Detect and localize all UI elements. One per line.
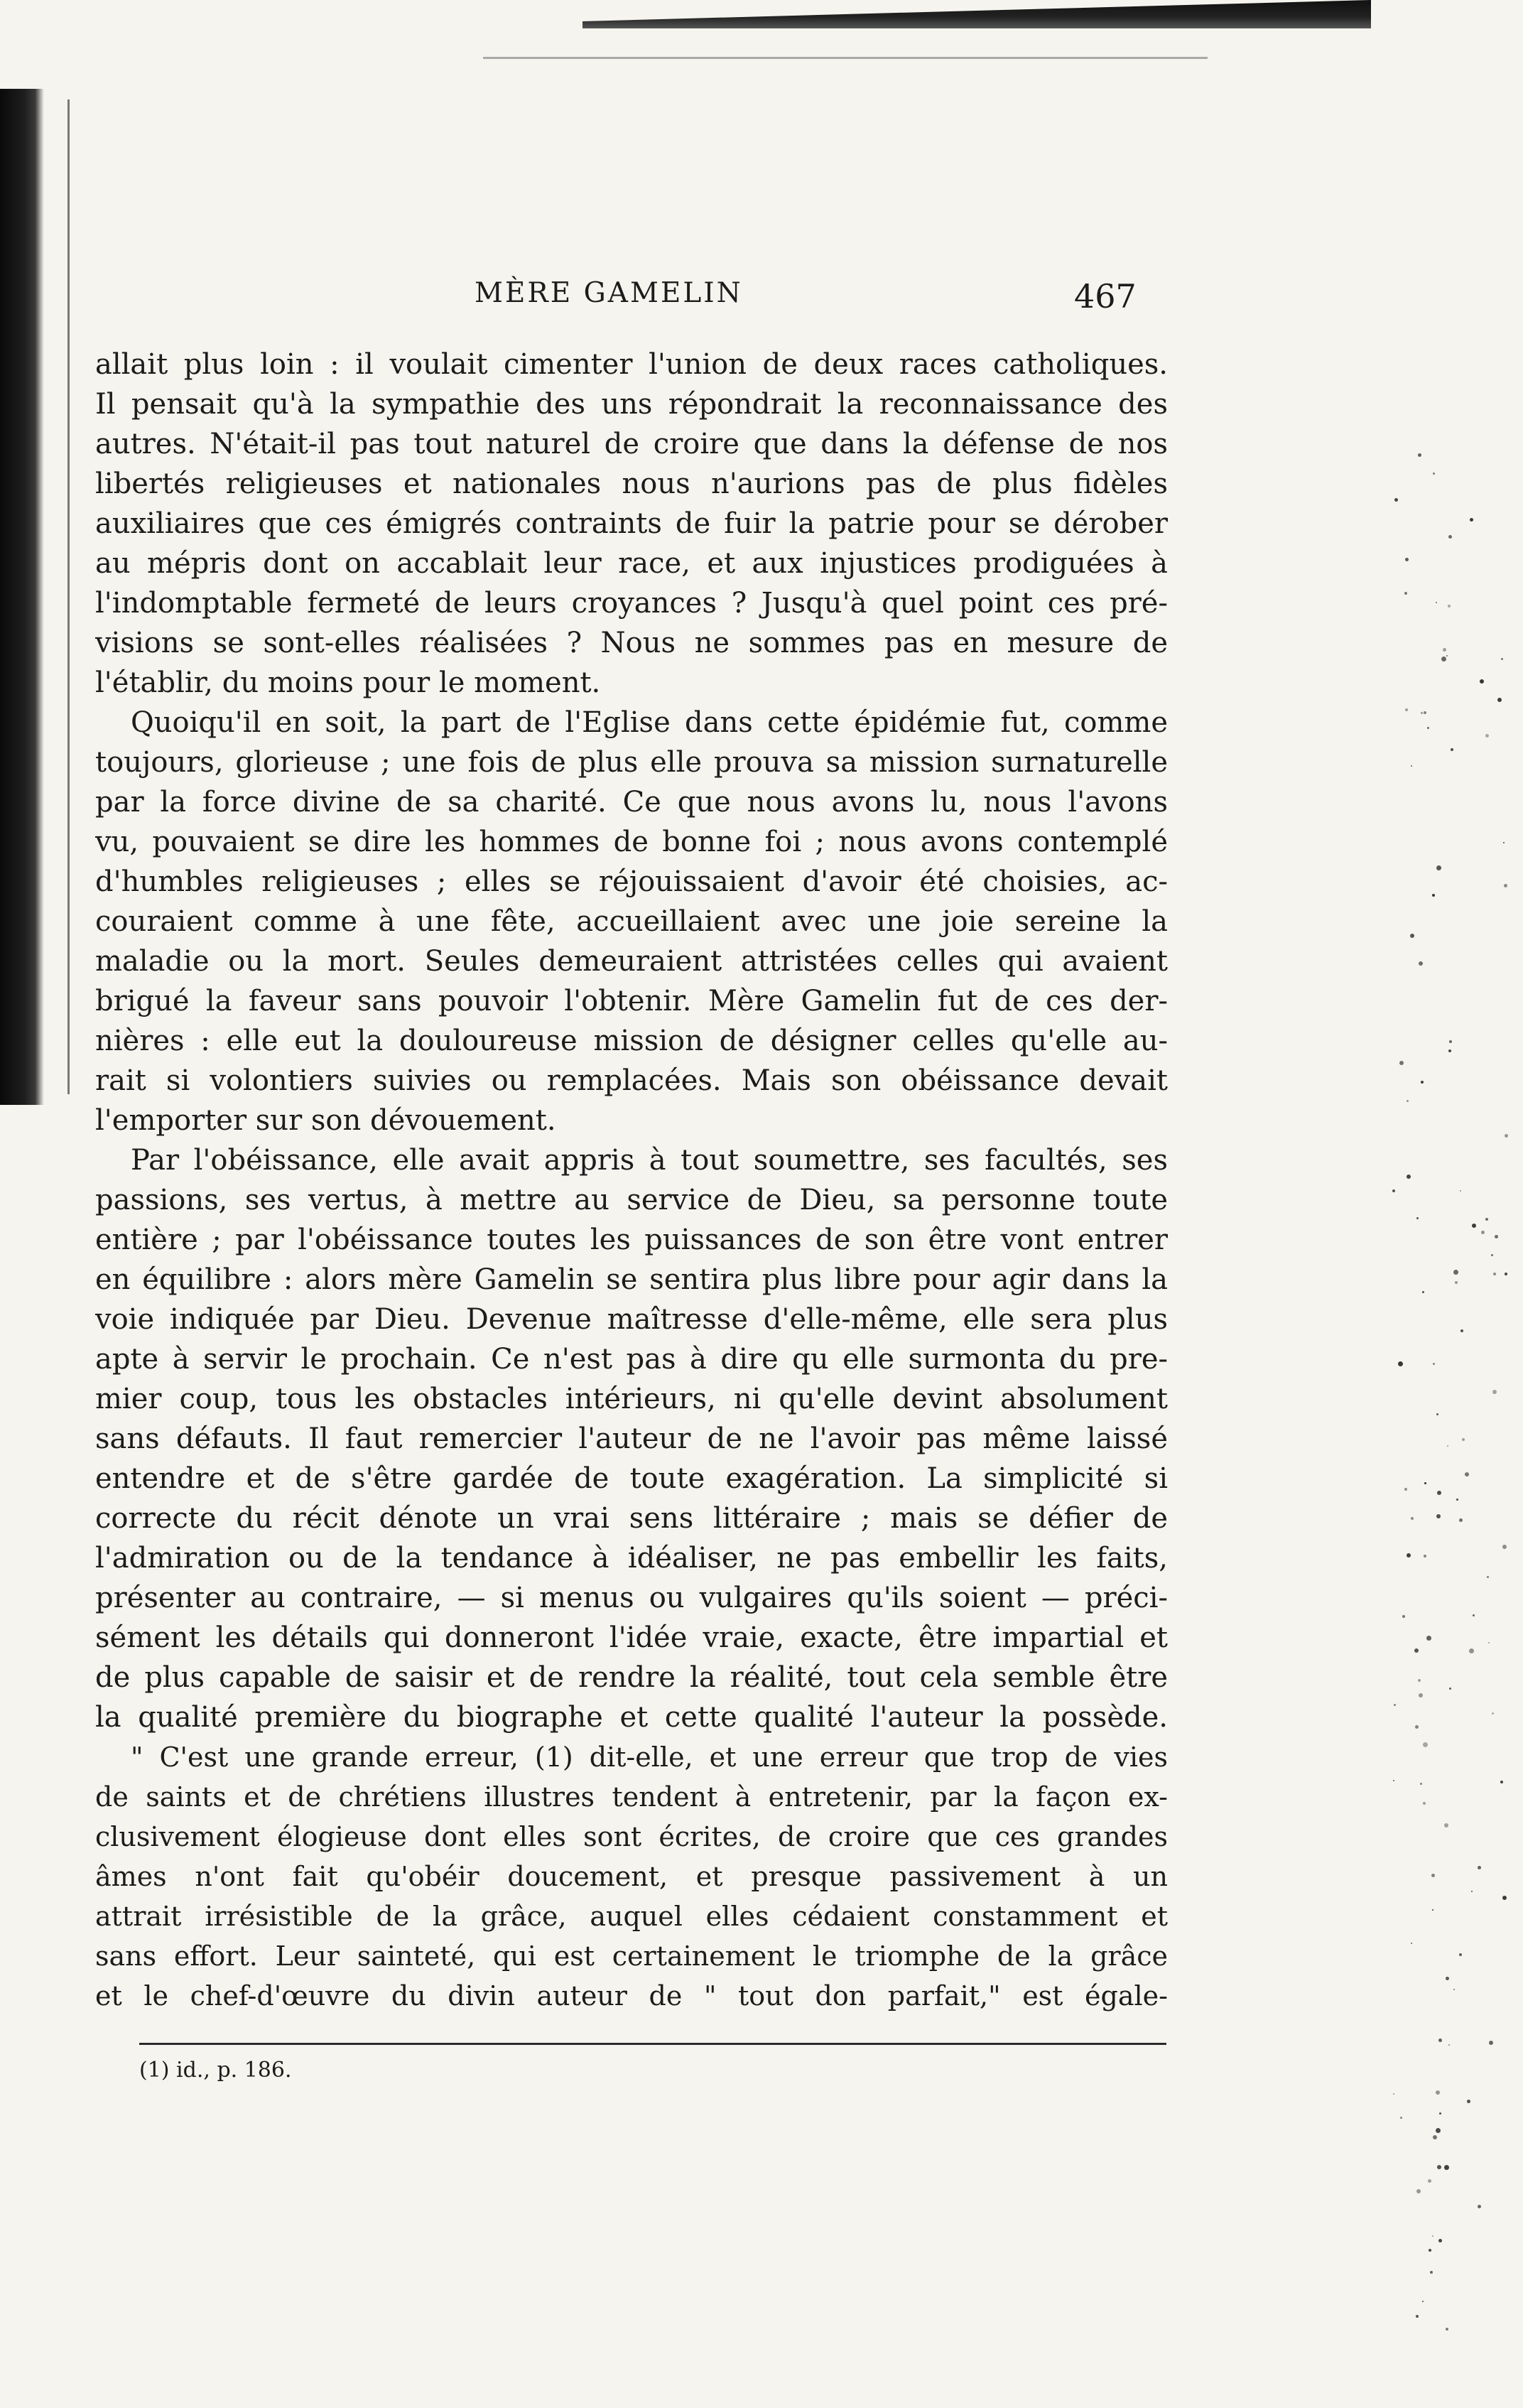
text-line: apte à servir le prochain. Ce n'est pas à dire qu elle surmonta du pre- [95, 1343, 1168, 1376]
text-line: l'emporter sur son dévouement. [95, 1104, 556, 1137]
scan-speckle [1480, 679, 1484, 684]
scan-speckle [1451, 748, 1453, 751]
scan-speckle [1489, 2041, 1493, 2045]
scan-speckle [1428, 2179, 1431, 2183]
scan-speckle [1504, 884, 1507, 887]
scan-speckle [1502, 1545, 1507, 1549]
text-line: nières : elle eut la douloureuse mission de désigner celles qu'elle au- [95, 1025, 1168, 1057]
footnote: (1) id., p. 186. [139, 2058, 292, 2083]
scan-speckle [1448, 535, 1452, 539]
scan-speckle [1436, 2090, 1440, 2095]
text-line: autres. N'était-il pas tout naturel de croire que dans la défense de nos [95, 428, 1168, 460]
text-line: la qualité première du biographe et cette qualité l'auteur la possède. [95, 1701, 1168, 1734]
scan-speckle [1410, 934, 1414, 938]
scan-speckle [1481, 1231, 1485, 1234]
scan-speckle [1492, 1390, 1497, 1394]
scan-speckle [1415, 1725, 1419, 1729]
scan-speckle [1436, 1514, 1441, 1518]
scan-speckle [1432, 894, 1435, 897]
scan-speckle [1485, 734, 1489, 738]
text-line: en équilibre : alors mère Gamelin se sentira plus libre pour agir dans la [95, 1263, 1168, 1296]
scan-artifact-top-line [483, 57, 1208, 59]
text-line: maladie ou la mort. Seules demeuraient attristées celles qui avaient [95, 945, 1168, 978]
scan-speckle [1416, 2189, 1421, 2193]
scan-speckle [1414, 1648, 1419, 1653]
scan-speckle [1423, 1742, 1428, 1747]
text-line: passions, ses vertus, à mettre au service de Dieu, sa personne toute [95, 1184, 1168, 1216]
scan-speckle [1437, 2165, 1441, 2169]
scan-speckle [1421, 1081, 1424, 1084]
text-line: l'admiration ou de la tendance à idéaliser, ne pas embellir les faits, [95, 1542, 1168, 1575]
scan-speckle [1446, 1977, 1449, 1980]
running-title: MÈRE GAMELIN [475, 277, 743, 309]
scan-artifact-speckles [1392, 426, 1513, 2380]
scan-speckle [1436, 865, 1441, 870]
scan-speckle [1503, 842, 1505, 843]
scan-speckle [1446, 655, 1448, 657]
scan-speckle [1404, 1488, 1407, 1491]
scan-speckle [1419, 1693, 1423, 1697]
text-line: " C'est une grande erreur, (1) dit-elle, et une erreur que trop de vies [131, 1742, 1168, 1773]
scan-speckle [1455, 1281, 1458, 1284]
text-line: âmes n'ont fait qu'obéir doucement, et presque passivement à un [95, 1861, 1168, 1892]
scan-speckle [1405, 708, 1408, 711]
scan-speckle [1416, 1217, 1419, 1219]
scan-artifact-left-line [67, 99, 70, 1094]
text-line: Par l'obéissance, elle avait appris à tout soumettre, ses facultés, ses [131, 1144, 1168, 1177]
scan-speckle [1453, 1270, 1458, 1275]
scan-speckle [1393, 2093, 1394, 2095]
scan-speckle [1398, 1361, 1403, 1366]
scan-artifact-left-bar [0, 89, 44, 1105]
body-text [95, 345, 1168, 2016]
page-number: 467 [1074, 277, 1137, 315]
scan-speckle [1433, 473, 1435, 475]
text-line: libertés religieuses et nationales nous n'aurions pas de plus fidèles [95, 468, 1168, 500]
text-line: vu, pouvaient se dire les hommes de bonne foi ; nous avons contemplé [95, 826, 1168, 858]
text-line: au mépris dont on accablait leur race, et aux injustices prodiguées à [95, 547, 1168, 580]
scan-speckle [1485, 1218, 1488, 1221]
scan-speckle [1394, 498, 1398, 502]
scan-speckle [1456, 1499, 1458, 1501]
scan-speckle [1459, 1518, 1463, 1522]
scan-speckle [1424, 1555, 1426, 1557]
scan-speckle [1436, 1413, 1438, 1415]
scan-speckle [1441, 657, 1446, 662]
scan-speckle [1436, 602, 1437, 603]
scan-speckle [1407, 1175, 1411, 1179]
scan-speckle [1431, 1874, 1435, 1877]
text-line: rait si volontiers suivies ou remplacées. Mais son obéissance devait [95, 1064, 1168, 1097]
scan-speckle [1394, 1704, 1396, 1706]
scan-speckle [1505, 1134, 1508, 1138]
text-line: mier coup, tous les obstacles intérieurs, ni qu'elle devint absolument [95, 1383, 1168, 1415]
scan-speckle [1422, 1291, 1424, 1293]
scan-speckle [1422, 2301, 1424, 2302]
scan-speckle [1433, 1363, 1435, 1365]
scan-speckle [1446, 2328, 1448, 2331]
scan-speckle [1478, 2205, 1481, 2208]
scan-speckle [1407, 1553, 1411, 1557]
text-line: et le chef-d'œuvre du divin auteur de " tout don parfait," est égale- [95, 1980, 1168, 2012]
scan-speckle [1495, 1235, 1498, 1238]
text-line: allait plus loin : il voulait cimenter l'union de deux races catholiques. [95, 348, 1168, 381]
text-line: entière ; par l'obéissance toutes les puissances de son être vont entrer [95, 1224, 1168, 1256]
text-line: clusivement élogieuse dont elles sont écrites, de croire que ces grandes [95, 1821, 1168, 1852]
scan-speckle [1448, 605, 1451, 608]
text-line: voie indiquée par Dieu. Devenue maîtresse d'elle-même, elle sera plus [95, 1303, 1168, 1336]
text-line: brigué la faveur sans pouvoir l'obtenir. Mère Gamelin fut de ces der- [95, 985, 1168, 1017]
scan-speckle [1492, 1712, 1494, 1715]
scan-speckle [1432, 1909, 1433, 1911]
text-line: couraient comme à une fête, accueillaient avec une joie sereine la [95, 905, 1168, 938]
scan-speckle [1448, 1049, 1451, 1052]
scan-speckle [1453, 1989, 1455, 1990]
scan-speckle [1423, 1802, 1426, 1805]
text-line: auxiliaires que ces émigrés contraints de fuir la patrie pour se dérober [95, 507, 1168, 540]
scan-speckle [1424, 1482, 1426, 1484]
scan-speckle [1487, 1576, 1489, 1578]
scan-speckle [1405, 558, 1409, 561]
scan-artifact-top-bar [582, 0, 1371, 28]
scan-speckle [1433, 2135, 1437, 2139]
scan-speckle [1449, 1688, 1451, 1690]
text-line: l'établir, du moins pour le moment. [95, 666, 601, 699]
scan-speckle [1497, 698, 1502, 702]
scan-speckle [1465, 1472, 1469, 1476]
scan-speckle [1407, 1100, 1409, 1102]
scan-speckle [1404, 592, 1407, 595]
text-line: sans effort. Leur sainteté, qui est certainement le triomphe de la grâce [95, 1940, 1168, 1972]
scan-speckle [1399, 1061, 1404, 1065]
scan-speckle [1471, 1891, 1473, 1892]
text-line: l'indomptable fermeté de leurs croyances ? Jusqu'à quel point ces pré- [95, 587, 1168, 620]
scan-speckle [1444, 1823, 1448, 1827]
text-line: d'humbles religieuses ; elles se réjouissaient d'avoir été choisies, ac- [95, 865, 1168, 898]
footnote-divider [139, 2043, 1166, 2045]
scan-speckle [1416, 2315, 1419, 2318]
scan-speckle [1491, 1254, 1493, 1256]
scan-speckle [1421, 712, 1423, 714]
text-line: visions se sont-elles réalisées ? Nous ne sommes pas en mesure de [95, 627, 1168, 659]
text-line: sans défauts. Il faut remercier l'auteur de ne l'avoir pas même laissé [95, 1422, 1168, 1455]
scan-speckle [1432, 2235, 1433, 2237]
scan-speckle [1411, 1943, 1412, 1944]
scan-speckle [1443, 648, 1446, 652]
scan-speckle [1459, 1953, 1462, 1956]
text-line: par la force divine de sa charité. Ce que nous avons lu, nous l'avons [95, 786, 1168, 819]
scan-speckle [1502, 1896, 1507, 1900]
scan-speckle [1411, 765, 1412, 767]
text-line: sément les détails qui donneront l'idée vraie, exacte, être impartial et [95, 1621, 1168, 1654]
scan-speckle [1424, 711, 1426, 714]
scan-speckle [1427, 727, 1429, 729]
scan-speckle [1411, 1517, 1414, 1520]
scan-speckle [1400, 2117, 1402, 2119]
scan-speckle [1500, 1781, 1503, 1783]
scan-speckle [1467, 2100, 1470, 2103]
text-line: toujours, glorieuse ; une fois de plus elle prouva sa mission surnaturelle [95, 746, 1168, 779]
text-line: de saints et de chrétiens illustres tendent à entretenir, par la façon ex- [95, 1781, 1168, 1813]
scan-speckle [1460, 1190, 1461, 1192]
scan-speckle [1473, 1614, 1475, 1616]
text-line: attrait irrésistible de la grâce, auquel elles cédaient constamment et [95, 1901, 1168, 1932]
scan-speckle [1470, 518, 1473, 522]
scan-speckle [1505, 1273, 1507, 1275]
scan-speckle [1418, 453, 1421, 457]
scan-speckle [1501, 658, 1503, 660]
scan-speckle [1419, 961, 1423, 966]
scan-speckle [1472, 1224, 1476, 1228]
scan-speckle [1438, 2239, 1442, 2242]
scan-speckle [1460, 1329, 1463, 1332]
scan-speckle [1447, 1445, 1448, 1447]
scan-speckle [1429, 2249, 1431, 2252]
scan-speckle [1402, 1615, 1405, 1618]
text-line: présenter au contraire, — si menus ou vulgaires qu'ils soient — préci- [95, 1582, 1168, 1614]
text-line: Il pensait qu'à la sympathie des uns répondrait la reconnaissance des [95, 388, 1168, 421]
scan-speckle [1437, 1491, 1441, 1495]
scan-speckle [1393, 1780, 1394, 1781]
scan-speckle [1469, 1648, 1474, 1653]
scan-speckle [1462, 1438, 1465, 1441]
scan-speckle [1439, 2112, 1441, 2115]
scan-speckle [1448, 2044, 1450, 2046]
scan-speckle [1426, 1636, 1431, 1641]
scan-speckle [1430, 2271, 1433, 2274]
scan-speckle [1488, 1642, 1490, 1643]
scan-speckle [1420, 1783, 1422, 1785]
scan-speckle [1493, 1273, 1496, 1275]
scan-speckle [1418, 1679, 1421, 1682]
scan-speckle [1449, 1040, 1452, 1043]
text-line: correcte du récit dénote un vrai sens littéraire ; mais se défier de [95, 1502, 1168, 1535]
scan-speckle [1438, 2039, 1442, 2042]
scan-speckle [1392, 1189, 1395, 1192]
text-line: Quoiqu'il en soit, la part de l'Eglise dans cette épidémie fut, comme [131, 706, 1168, 739]
text-line: entendre et de s'être gardée de toute exagération. La simplicité si [95, 1462, 1168, 1495]
text-line: de plus capable de saisir et de rendre la réalité, tout cela semble être [95, 1661, 1168, 1694]
scan-speckle [1478, 1866, 1481, 1869]
scan-speckle [1436, 2128, 1441, 2133]
scan-speckle [1444, 2165, 1449, 2170]
